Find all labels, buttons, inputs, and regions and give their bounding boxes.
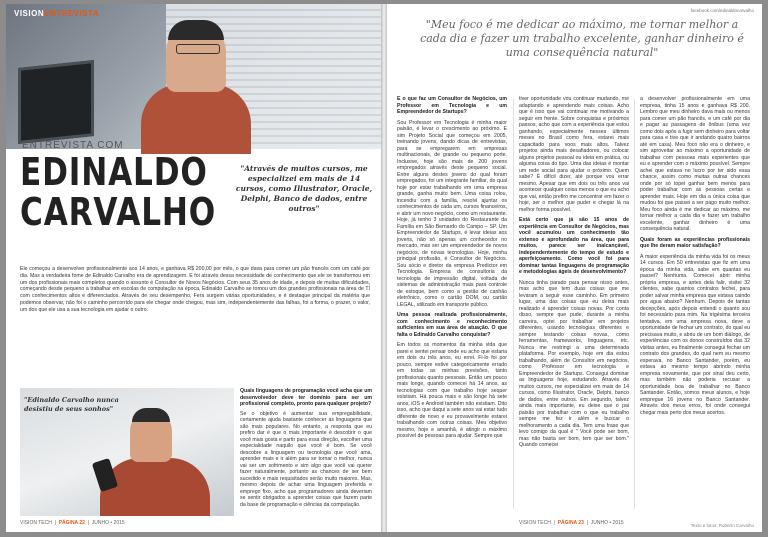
footer-date: JUNHO • 2015 xyxy=(91,520,125,526)
inset-person-body xyxy=(100,458,210,516)
magazine-spread xyxy=(6,4,762,532)
footer-date: JUNHO • 2015 xyxy=(590,520,624,526)
left-page xyxy=(6,4,381,532)
left-footer: VISION TECH | PÁGINA 22 | JUNHO • 2015 xyxy=(20,520,125,526)
answer: Nunca tinha parado para pensar nisso antes, mas acho que tem duas coisas que me levaram a seguir esse caminho. Em primeiro lugar, uma das coisas que eu deixa mais realizado é aprender coisas novas. Por conta disso, sempre que pude, durante a minha carreira, optei por trabalhar em projetos diferentes, usando tecnologias diferentes e sempre testando coisas novas, como ferramentas, frameworks, linguagens, etc. Nunca me restringi a uma determinada plataforma. Por exemplo, hoje em dia estou trabalhando, além de Consultor em negócios, como Professor em tecnologia e Empreendedor de Startups. Consegui dominar as linguagens hoje, estudando. Através de muitos cursos, me especializei em mais de 14 cursos, como Illustrator, Oracle, Delphi, banco de dados, entre outros. Em segundo, talvez ainda mais importante, eu deixe que o pai paixão por trabalhar com o que eu trabalho sempre me fez ir além e buscar o melhoramento a cada dia. Tem uma frase que levo comigo da qual é " Você pode ser bom, mas não basta ser bom, tem que ser bom." Quando comecei xyxy=(519,279,629,448)
answer: Em todos os momentos da minha vida que parei e sentei pensar onde eu acho que estaria em dois ou três anos, eu errei. Fi-lo foi por pouco, sempre estive categoricamente errado em todas as minhas previsões, tanto profissionais quanto pessoais. Então um pouco mais longe, quando comecei há 14 anos, as tecnologias com que trabalho hoje sequer existiam. Há pouca mais e são longe há sete anos, iOS e Android também não existiam. Dito isso, acho que daqui a sete anos vai estar tudo diferente de novo e eu provavelmente estarei trabalhando com outras coisas. Meu objetivo mesmo, hoje e amanhã, é atingir o máximo possível de pessoas para ajudar. Sempre que xyxy=(397,342,507,439)
section-tag-vision: VISION xyxy=(14,9,45,18)
answer: A maior experiência da minha vida foi os meus 14 cursos. Em 50 entrevistas que fiz em uma época da minha vida, sabe em quantas eu passei? Nenhuma. Comecei abrir minha própria empresa, e antes dela falir, visitei 32 clientes, sabe quantos contratos fechei, para poder salvar minha empresa que estava caindo por agua abaixo? Nenhum. Depois de tantas decepções, após depois entendi o quanto sou foi necessário para mim. Na trigésima terceira tentativa, em uma empresa nova, deve a oportunidade de fechar um contrato, do qual eu precisava muito, e abriu de um bom diálogo, de experiências com os donos construídos das 32 visitas antes, eu finalmente consegui fechar um contrato dos grandes, do qual nem eu mesmo esperava, no Banco Santander, porém, eu estava ao mesmo tempo abrindo minha empresa novamente, que por sinal deu certo, mas também não poderia recusar a oportunidade boa de trabalhar no Banco Santander. Então, somos meus alunos, e hoje empregue 16 jovens no Banco Santander. Através dos meus erros, foi onde consegui chegar mais perto dos meus acertos. xyxy=(640,253,750,416)
right-footer: VISION TECH | PÁGINA 23 | JUNHO • 2015 xyxy=(519,520,624,526)
footer-page: PÁGINA 22 xyxy=(58,520,85,526)
column-divider xyxy=(634,99,635,509)
intro-paragraph: Ele começou a desenvolver profissionalmente aos 14 anos, e ganhava R$ 200,00 por mês, o que dava para comer um pão francês com um café por dia. Mas a verdadeira fome de Edinaldo Carvalho era de aprendizagem. E foi através dessa necessidade de conhecimento que ele se transformou em um dos profissionais mais completos quando o assunto é Consultor de Novos Negócios. Com seus 35 anos de idade, e depois de muitas dificuldades, começando desde pequeno a trabalhar em escolas de computação na época, Edinaldo Carvalho se tornou um dos grandes profissionais na área de TI com conhecimentos altos e diferenciados. Através de seu desempenho, Fera surgem várias oportunidades, e é destaque principal da matéria que podemos observar, não foi o caminho percorrido para ele chegar onde chegou, mas sim, independentemente das falhas, foi a forma, o prazer, o valor, um dos que ele usa a sua tecnologia em ajudar o outro. xyxy=(20,266,370,313)
column-2 xyxy=(519,96,629,453)
laptop-image xyxy=(18,60,94,144)
column-3 xyxy=(640,96,750,420)
section-tag xyxy=(14,9,99,18)
answer: Sou Professor em Tecnologia é minha maior paixão, é levar o crescimento ao próximo. E sim Projeto Social que começou em 2005, treinando jovens, dando dicas de entrevistas, para se empregarem em empresas multinacionais, de grande ou pequeno porte. Inclusive, hoje são mais de 200 jovens empregados através deste pequeno social. Entre alguns destes jovens do qual foram empregados, foi um integrante familiar, do qual hoje por estar trabalhando em uma empresa grande, ganha muito bem. Uma coisa rolou, incendiu com a família, resolvi ajuntar os conhecimentos de cada um, cursos financeiros, e abrir um novo negócio, como um restaurante. Hoje, já tenho 3 unidades do Restaurante da Família em São Bernardo do Campo – SP. Um Empreendedor de Startups, é levar ideias aos jovens, não só apenas um conhecedor no mercado, mas ser um empreendedor de novos negócios, de novas tecnologias. Hoje, minha principal profissão, é Consultor de Negócios. Sou sócio e diretor da empresa Predictor em Tecnologia. Empresa de consultoria da tecnologia de impressão digital, voltada de sistemas de administração mais para controle de estoque, bem como a gestão de canhão eletrônico, como o cartão DOM, ou cartão LEGAL, utilizado em transporte público. xyxy=(397,119,507,308)
interviewee-name xyxy=(20,152,216,232)
kicker: ENTREVISTA COM xyxy=(22,140,124,151)
phone-image xyxy=(92,458,118,492)
footer-magazine: VISION TECH xyxy=(519,520,551,526)
question: Uma pessoa realizada profissionalmente, com conhecimento e reconhecimento suficientes em sua área de atuação. O que falta o Edinaldo Carvalho conquistar? xyxy=(397,312,507,338)
pull-quote-left: "Através de muitos cursos, me especializei em mais de 14 cursos, como Illustrator, Oracle, Delphi, Banco de dados, entre outros" xyxy=(235,164,373,213)
section-tag-entrevista: ENTREVISTA xyxy=(44,9,100,18)
question: E o que faz um Consultor de Negócios, um Professor em Tecnologia e um Empreendedor de Startups? xyxy=(397,96,507,115)
question: Quais linguagens de programação você acha que um desenvolvedor deve ter domínio para ser um profissional completo, pronto para qualquer projeto? xyxy=(240,388,372,407)
inset-photo xyxy=(20,388,234,516)
column-1 xyxy=(397,96,507,444)
social-credit: facebook.com/edinaldocarvalho xyxy=(690,8,754,13)
photo-credit: Texto e fotos: Roberto Carvalho xyxy=(690,523,754,528)
footer-magazine: VISION TECH xyxy=(20,520,52,526)
answer: Se o objetivo é aumentar sua empregabilidade, certamente ajuda bastante conhecer as linguagens que são mais populares. No entanto, a resposta que eu prefiro dar é que o mais importante é descobrir o que você mais gosta e partir para essa direção, escolher uma especialidade naquilo que você é bom. Se você descobre a linguagem ou tecnologia que você ama, aprender mais e ir além para se tornar o melhor, nunca vai ser um sofrimento e sim algo que você vai querer fazer naturalmente, portanto as chances de ser bem sucedido e mais requisitados serão muito maiores. Mas, mesmo depois de achar uma linguagem preferida e emprego fixo, acho que programadores ainda deveriam se sentir obrigados a aprender coisas que fazem parte da base de programação e ciências da computação. xyxy=(240,410,372,508)
right-page xyxy=(387,4,762,532)
footer-page: PÁGINA 23 xyxy=(557,520,584,526)
person-shirt xyxy=(141,84,251,154)
photo-quote: "Edinaldo Carvalho nunca desistiu de seus sonhos" xyxy=(24,396,119,413)
name-line-2: CARVALHO xyxy=(20,190,217,234)
question: Quais foram as experiências profissionais que lhe deram maior satisfação? xyxy=(640,236,750,249)
pull-quote-right: "Meu foco é me dedicar ao máximo, me tornar melhor a cada dia e fazer um trabalho excelente, ganhar dinheiro é uma consequência natural" xyxy=(420,18,744,59)
left-qa-column xyxy=(240,388,372,508)
person-glasses xyxy=(176,44,220,54)
inset-person-hair xyxy=(132,408,170,422)
person-hair xyxy=(168,20,224,40)
answer: tiver oportunidade vou continuar mudando, me adaptando e aprendendo mais coisas. Acho que é isso que vai continuar me motivando a seguir em frente. Sobre conquistas e próximos passos, acho que com a experiência que estou ganhando, especialmente nesses últimos meses no Brasil como fera, estarei mais capacitado para voos mais altos. Talvez projetos ainda mais desafiadores, ou colocar alguns projetos pessoal ou ideia em prática, ou alguma coisa do tipo. Uma das ideias é montar um rede social para ajudar o próximo. Quem sabe? É difícil dizer, até porque vou errar mesmo. Apesar que em dois ou três anos vai acontecer qualquer coisa menos o que eu acho que vai, então prefiro me concentrar em fazer o hoje, ser o melhor que puder e chegar lá na melhor forma possível. xyxy=(519,96,629,213)
name-line-1: EDINALDO xyxy=(20,150,208,194)
question: Está certo que já são 15 anos de experiência em Consultor de Negócios, mas você acumulou um conhecimento tão extenso e aprofundado na área, que para muitos, parece ser inalcançável, independentemente do tempo de estudo e aperfeiçoamento. Como você foi para dominar tantas linguagens de programação e metodologias ágeis de desenvolvimento? xyxy=(519,217,629,275)
column-divider xyxy=(513,99,514,509)
hero-photo xyxy=(6,4,381,149)
answer: a desenvolver profissionalmente em uma empresa, tinha 15 anos e ganhava R$ 200. Lembro que meu dinheiro dava mais ou menos para comer um pão francês, e um café por dia e pagar as passagens de ônibus (uma vez como dois após a fugir sem dinheiro para voltar para casa e tive que ir andando quatro bairros até em casa). Meu foco não era o dinheiro, e sim aproveitar ao máximo a oportunidade de trabalhar com pessoas mais experientes que eu e aprender com o máximo possível. Sempre achei que estava no lucro por ter sido essa chance, assim como muitas outras chances onde por só topei ganhar bem menos para poder trabalhar com as pessoas certas e aprender mais. Hoje em dia a única coisa que mudou foi que passei a ser pago muito melhor. Meu foco ainda é me dedicar ao máximo, me tornar melhor a cada dia e fazer um trabalho excelente, ganhar dinheiro é uma consequência natural. xyxy=(640,96,750,232)
